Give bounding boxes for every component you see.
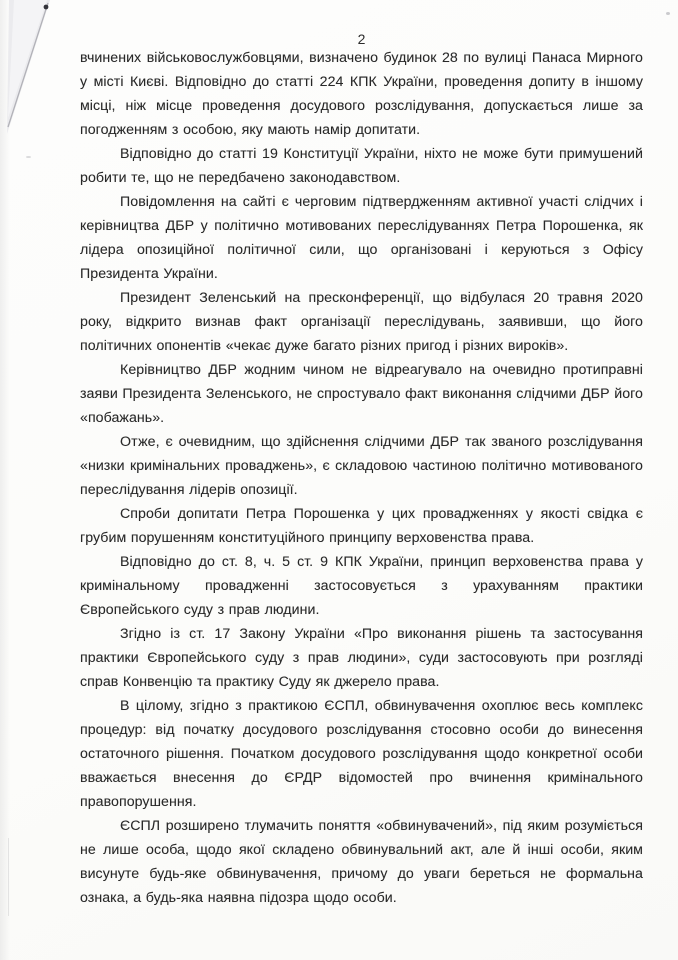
paragraph: Спроби допитати Петра Порошенка у цих провадженнях у якості свідка є грубим порушенням конституційного принципу верховенства права. xyxy=(80,506,643,546)
paragraph: В цілому, згідно з практикою ЄСПЛ, обвинувачення охоплює весь комплекс процедур: від початку досудового розслідування стосовно особи до винесення остаточного рішення. Початком досудового розслідування щодо конкретної особи вважається внесення до ЄРДР відомостей про вчинення кримінального правопорушення. xyxy=(80,698,643,810)
paragraph: Президент Зеленський на пресконференції, що відбулася 20 травня 2020 року, відкрито визнав факт організації переслідувань, заявивши, що його політичних опонентів «чекає дуже багато різних пригод і різних вироків». xyxy=(80,290,643,354)
scan-speck xyxy=(666,12,670,15)
text-block xyxy=(80,46,643,910)
paragraph: Відповідно до статті 19 Конституції України, ніхто не може бути примушений робити те, що не передбачено законодавством. xyxy=(80,146,643,186)
paragraph: Повідомлення на сайті є черговим підтвердженням активної участі слідчих і керівництва ДБР у політично мотивованих переслідуваннях Петра Порошенка, як лідера опозиційної політичної сили, що організовані і керуються з Офісу Президента України. xyxy=(80,194,643,282)
paragraph: Отже, є очевидним, що здійснення слідчими ДБР так званого розслідування «низки кримінальних проваджень», є складовою частиною політично мотивованого переслідування лідерів опозиції. xyxy=(80,434,643,498)
paragraph: Згідно із ст. 17 Закону України «Про виконання рішень та застосування практики Європейського суду з прав людини», суди застосовують при розгляді справ Конвенцію та практику Суду як джерело права. xyxy=(80,626,643,690)
folded-corner-icon xyxy=(0,0,60,150)
paragraph: вчинених військовослужбовцями, визначено будинок 28 по вулиці Панаса Мирного у місті Києві. Відповідно до статті 224 КПК України, проведення допиту в іншому місці, ніж місце проведення досудового розслідування, допускається лише за погодженням з особою, яку мають намір допитати. xyxy=(80,50,643,138)
paragraph: Керівництво ДБР жодним чином не відреагувало на очевидно протиправні заяви Президента Зеленського, не спростувало факт виконання слідчими ДБР його «побажань». xyxy=(80,362,643,426)
page-number: 2 xyxy=(357,31,366,47)
scan-speck xyxy=(26,156,31,158)
paragraph: ЄСПЛ розширено тлумачить поняття «обвинувачений», під яким розуміється не лише особа, щодо якої складено обвинувальний акт, але й інші особи, яким висунуте будь-яке обвинувачення, причому до уваги береться не формальна ознака, а будь-яка наявна підозра щодо особи. xyxy=(80,818,643,906)
scan-speck xyxy=(8,838,9,916)
paragraph: Відповідно до ст. 8, ч. 5 ст. 9 КПК України, принцип верховенства права у кримінальному провадженні застосовується з урахуванням практики Європейського суду з прав людини. xyxy=(80,554,643,618)
